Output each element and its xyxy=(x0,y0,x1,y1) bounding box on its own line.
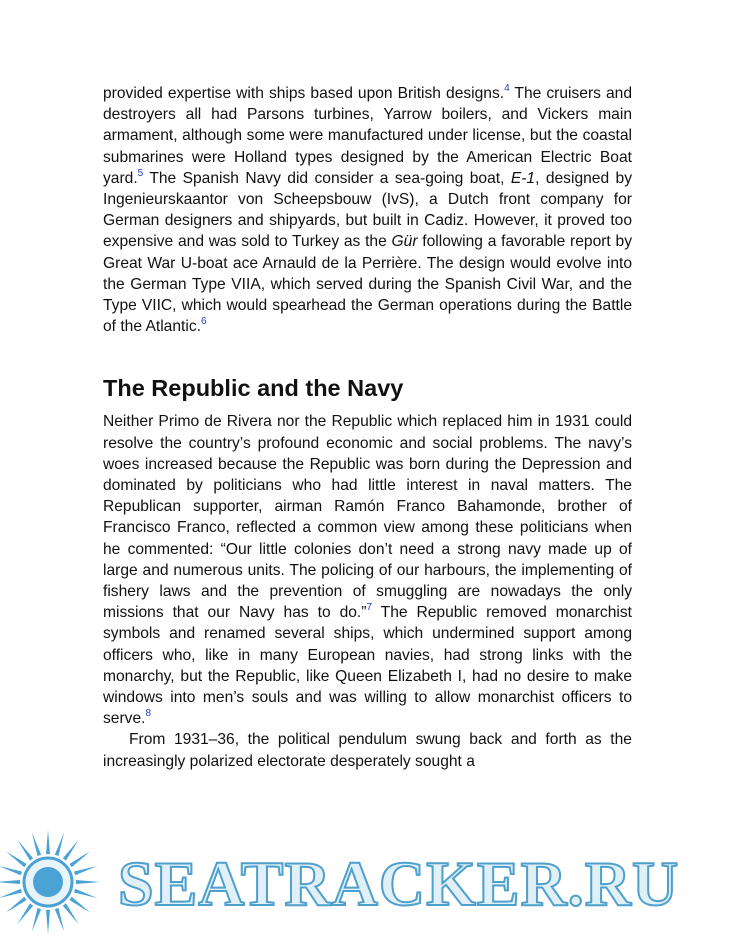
sun-ray xyxy=(76,880,100,884)
sun-ray xyxy=(63,903,79,924)
paragraph-1 xyxy=(103,83,632,337)
paragraph-text: Neither Primo de Rivera nor the Republic which replaced him in 1931 could resolve the country’s profound economic and social problems. The navy’s woes increased because the Republic was born during the Depression and dominated by politicians who had little interest in naval matters. The Republican supporter, airman Ramón Franco Bahamonde, brother of Francisco Franco, reflected a common view among these politicians when he commented: “Our little colonies don’t need a strong navy made up of large and numerous units. The policing of our harbours, the implementing of fishery laws and the prevention of smuggling are nowadays the only missions that our Navy has to do.” xyxy=(103,413,632,622)
paragraph-text: The Spanish Navy did consider a sea-going boat, xyxy=(143,169,511,187)
italic-ship-name: Gür xyxy=(391,233,418,251)
sun-ray xyxy=(0,880,20,884)
paragraph-2 xyxy=(103,411,632,729)
sun-ray xyxy=(74,889,98,898)
sun-ray xyxy=(46,910,50,934)
paragraph-3: From 1931–36, the political pendulum swung back and forth as the increasingly polarized electorate desperately sought a xyxy=(103,731,632,770)
footnote-ref-5[interactable]: 5 xyxy=(137,167,144,179)
paragraph-text: , designed by Ingenieurskaantor von Scheepsbouw (IvS), a Dutch front company for German designers and shipyards, but built in Cadiz. However, it proved too expensive and was sold to Turkey as the xyxy=(103,169,632,251)
section-heading: The Republic and the Navy xyxy=(103,375,404,402)
sun-ray xyxy=(69,897,90,913)
footnote-ref-4[interactable]: 4 xyxy=(504,83,510,94)
sun-ray xyxy=(32,833,41,857)
sun-ray xyxy=(69,851,90,867)
sun-ray xyxy=(63,840,79,861)
footnote-ref-8[interactable]: 8 xyxy=(145,708,152,720)
sun-ray xyxy=(6,851,27,867)
document-page xyxy=(103,83,632,772)
sun-ray xyxy=(6,897,27,913)
sun-ray xyxy=(74,866,98,875)
footnote-ref-7[interactable]: 7 xyxy=(366,602,372,614)
sun-ray xyxy=(0,889,22,898)
sun-ray xyxy=(55,833,64,857)
sun-ray xyxy=(17,903,33,924)
sun-ray xyxy=(17,840,33,861)
paragraph-text: The Republic removed monarchist symbols and renamed several ships, which undermined support among officers who, like in many European navies, had strong links with the monarchy, but the Republic, like Queen Elizabeth I, had no desire to make windows into men’s souls and was willing to allow monarchist officers to serve. xyxy=(103,604,632,728)
italic-boat-name: E-1 xyxy=(510,169,536,187)
paragraph-text: The cruisers and destroyers all had Parsons turbines, Yarrow boilers, and Vickers main armament, although some were manufactured under license, but the coastal submarines were Holland types designed by the American Electric Boat yard. xyxy=(103,85,632,187)
paragraph-text: provided expertise with ships based upon British designs. xyxy=(103,85,505,102)
paragraph-text: following a favorable report by Great War U-boat ace Arnauld de la Perrière. The design would evolve into the German Type VIIA, which served during the Spanish Civil War, and the Type VIIC, which would spearhead the German operations during the Battle of the Atlantic. xyxy=(103,233,632,336)
watermark-text: SEATRACKER.RU xyxy=(118,848,680,919)
sun-ray xyxy=(46,830,50,854)
footnote-ref-6[interactable]: 6 xyxy=(200,316,207,328)
sun-ray xyxy=(32,908,41,932)
sun-ray xyxy=(0,866,22,875)
sun-ray xyxy=(55,908,64,932)
